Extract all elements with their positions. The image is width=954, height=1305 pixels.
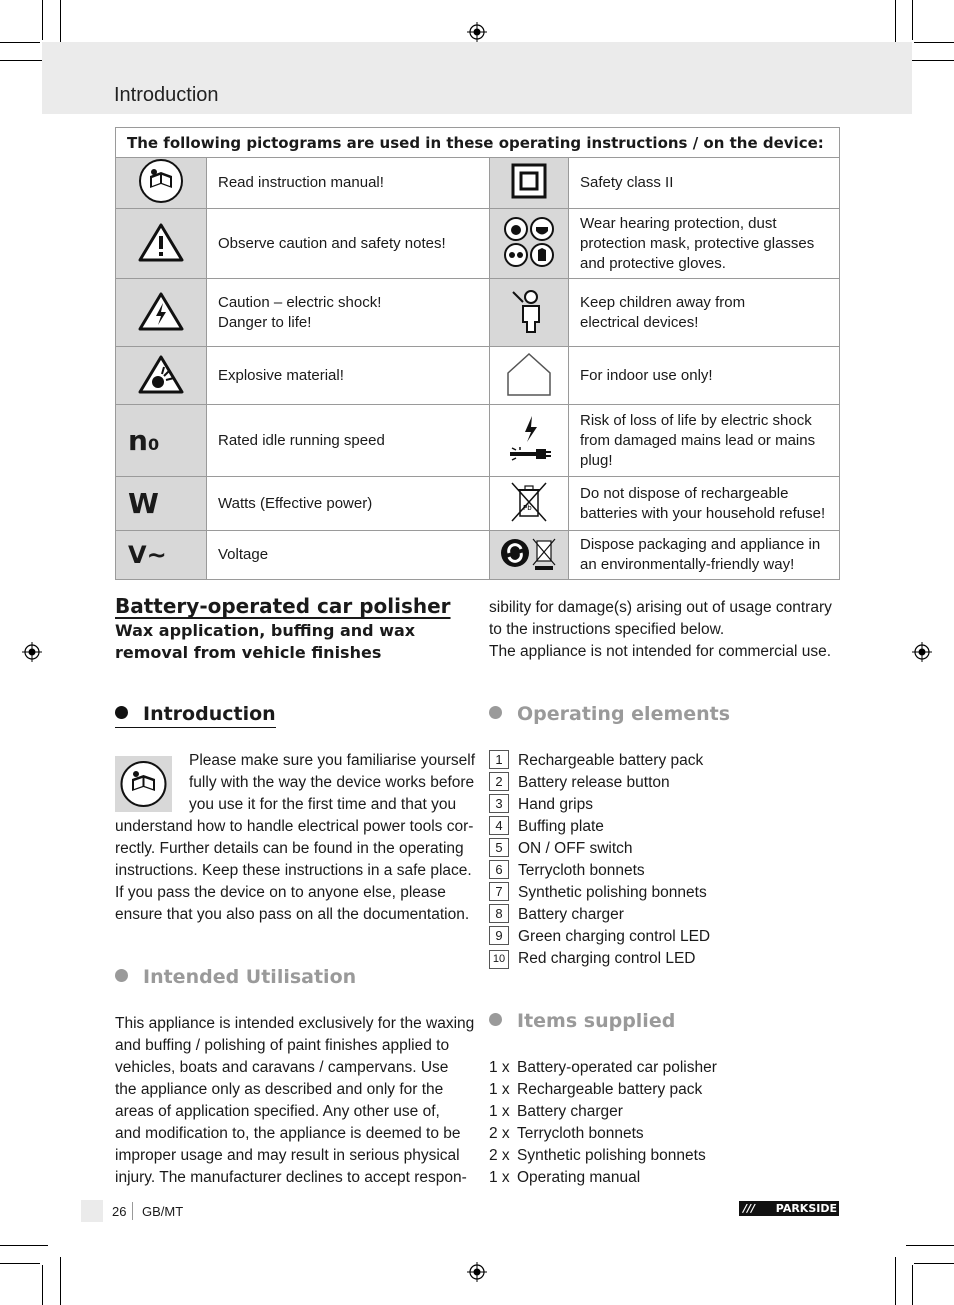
list-item (489, 816, 710, 838)
item-qty: 2 x (489, 1125, 510, 1142)
text-line: injury. The manufacturer declines to accept respon- (115, 1169, 467, 1186)
crop-mark (0, 42, 40, 43)
list-item (489, 1057, 717, 1079)
list-item (489, 750, 710, 772)
crop-mark (0, 60, 48, 61)
table-cell-text: Watts (Effective power) (207, 477, 490, 531)
watts-symbol: W (128, 487, 159, 520)
intended-heading (115, 966, 356, 988)
voltage-symbol: V~ (128, 541, 167, 569)
item-label: Red charging control LED (518, 950, 696, 967)
item-label: ON / OFF switch (518, 840, 633, 857)
table-row (116, 405, 840, 477)
item-label: Hand grips (518, 796, 593, 813)
text-line: sibility for damage(s) arising out of usage contrary (489, 599, 832, 616)
list-item (489, 772, 710, 794)
table-cell-text: Voltage (207, 531, 490, 580)
footer-divider (132, 1202, 133, 1220)
crop-mark (912, 0, 913, 40)
crop-mark (42, 0, 43, 40)
item-label: Terrycloth bonnets (517, 1125, 644, 1142)
text-line: instructions. Keep these instructions in a safe place. (115, 862, 472, 879)
crop-mark (895, 0, 896, 48)
indoor-house-icon (490, 347, 569, 405)
warning-triangle-icon (116, 209, 207, 279)
safety-class-ii-icon (490, 158, 569, 209)
idle-speed-subscript: 0 (147, 435, 160, 454)
keep-children-away-icon (490, 279, 569, 347)
crop-mark (895, 1257, 896, 1305)
table-cell-text: Read instruction manual! (207, 158, 490, 209)
idle-speed-symbol: n (128, 424, 148, 457)
item-label: Synthetic polishing bonnets (517, 1147, 706, 1164)
item-number: 8 (489, 904, 509, 923)
operating-heading (489, 703, 730, 725)
item-number: 5 (489, 838, 509, 857)
table-cell-text: Rated idle running speed (207, 405, 490, 477)
text-line: This appliance is intended exclusively for the waxing (115, 1015, 475, 1032)
text-line: improper usage and may result in serious physical (115, 1147, 460, 1164)
text-line: understand how to handle electrical power tools cor- (115, 818, 474, 835)
continued-text (489, 597, 832, 663)
text-line: to the instructions specified below. (489, 621, 725, 638)
table-cell-text: Caution – electric shock! Danger to life! (207, 279, 490, 347)
crop-mark (42, 1265, 43, 1305)
table-heading: The following pictograms are used in these operating instructions / on the device: (116, 128, 840, 158)
item-qty: 1 x (489, 1081, 510, 1098)
table-cell-text: Do not dispose of rechargeable batteries with your household refuse! (569, 477, 840, 531)
item-number: 3 (489, 794, 509, 813)
recycling-icon (490, 531, 569, 580)
list-item (489, 794, 710, 816)
text-line: you use it for the first time and that you (189, 796, 457, 813)
list-item (489, 926, 710, 948)
item-label: Synthetic polishing bonnets (518, 884, 707, 901)
item-label: Battery charger (518, 906, 624, 923)
crop-mark (914, 1263, 954, 1264)
item-label: Rechargeable battery pack (518, 752, 704, 769)
introduction-title: Introduction (143, 703, 276, 725)
text-line: fully with the way the device works before (189, 774, 475, 791)
read-manual-icon (115, 756, 172, 812)
item-number: 9 (489, 926, 509, 945)
table-cell-text: For indoor use only! (569, 347, 840, 405)
bullet-icon (115, 706, 128, 719)
table-cell-text: Keep children away from electrical devices! (569, 279, 840, 347)
item-number: 7 (489, 882, 509, 901)
table-row (116, 477, 840, 531)
registration-mark-icon (912, 642, 932, 662)
crop-mark (906, 1245, 954, 1246)
item-label: Terrycloth bonnets (518, 862, 645, 879)
language-code: GB/MT (142, 1204, 184, 1219)
intended-text (115, 1013, 474, 1189)
text-line: vehicles, boats and caravans / campervans. Use (115, 1059, 449, 1076)
item-label: Rechargeable battery pack (517, 1081, 703, 1098)
explosive-icon (116, 347, 207, 405)
item-qty: 2 x (489, 1147, 510, 1164)
product-title: Battery-operated car polisher (115, 594, 451, 618)
text-line: the appliance only as described and only for the (115, 1081, 444, 1098)
operating-title: Operating elements (517, 703, 731, 725)
registration-mark-icon (467, 1262, 487, 1282)
introduction-heading (115, 703, 276, 728)
crop-mark (906, 60, 954, 61)
table-cell-text: Explosive material! (207, 347, 490, 405)
bullet-icon (489, 706, 502, 719)
item-label: Operating manual (517, 1169, 641, 1186)
item-qty: 1 x (489, 1103, 510, 1120)
page-title: Introduction (114, 84, 219, 106)
item-label: Battery charger (517, 1103, 623, 1120)
table-row (116, 279, 840, 347)
table-row (116, 531, 840, 580)
text-line: and modification to, the appliance is deemed to be (115, 1125, 461, 1142)
damaged-cable-icon (490, 405, 569, 477)
item-label: Buffing plate (518, 818, 604, 835)
product-subtitle: Wax application, buffing and wax removal from vehicle finishes (115, 621, 416, 662)
bullet-icon (115, 969, 128, 982)
item-qty: 1 x (489, 1059, 510, 1076)
idle-speed-icon (116, 405, 207, 477)
table-cell-text: Wear hearing protection, dust protection mask, protective glasses and protective gloves. (569, 209, 840, 279)
crop-mark (60, 0, 61, 48)
list-item (489, 1145, 717, 1167)
table-cell-text: Observe caution and safety notes! (207, 209, 490, 279)
text-line: areas of application specified. Any other use of, (115, 1103, 440, 1120)
list-item (489, 904, 710, 926)
intended-title: Intended Utilisation (143, 966, 357, 988)
text-line: and buffing / polishing of paint finishes applied to (115, 1037, 450, 1054)
text-line: Please make sure you familiarise yourself (189, 752, 476, 769)
registration-mark-icon (467, 22, 487, 42)
item-number: 6 (489, 860, 509, 879)
supplied-list (489, 1057, 717, 1189)
text-line: If you pass the device on to anyone else, please (115, 884, 446, 901)
ppe-icon (490, 209, 569, 279)
item-label: Battery release button (518, 774, 670, 791)
voltage-icon (116, 531, 207, 580)
svg-text:Pb: Pb (523, 503, 532, 512)
item-number: 2 (489, 772, 509, 791)
item-label: Green charging control LED (518, 928, 711, 945)
registration-mark-icon (22, 642, 42, 662)
list-item (489, 882, 710, 904)
item-number: 4 (489, 816, 509, 835)
logo-stripes-icon: /// (743, 1202, 756, 1215)
crop-mark (914, 42, 954, 43)
brand-name: PARKSIDE (775, 1202, 837, 1215)
pictogram-table (115, 127, 840, 580)
operating-list (489, 750, 710, 970)
page-number: 26 (112, 1204, 127, 1219)
bullet-icon (489, 1013, 502, 1026)
table-row (116, 209, 840, 279)
text-line: rectly. Further details can be found in the operating (115, 840, 464, 857)
list-item (489, 1101, 717, 1123)
crop-mark (60, 1257, 61, 1305)
list-item (489, 838, 710, 860)
supplied-heading (489, 1010, 675, 1032)
crop-mark (0, 1245, 48, 1246)
introduction-text-indented (189, 750, 475, 816)
footer-tab (81, 1200, 103, 1222)
item-qty: 1 x (489, 1169, 510, 1186)
crop-mark (912, 1265, 913, 1305)
parkside-logo (739, 1201, 839, 1216)
text-line: The appliance is not intended for commercial use. (489, 643, 832, 660)
list-item (489, 860, 710, 882)
item-number: 10 (489, 950, 509, 969)
list-item (489, 1123, 717, 1145)
read-manual-icon (116, 158, 207, 209)
item-label: Battery-operated car polisher (517, 1059, 717, 1076)
introduction-text-full (115, 816, 473, 926)
text-line: ensure that you also pass on all the documentation. (115, 906, 470, 923)
supplied-title: Items supplied (517, 1010, 676, 1032)
list-item (489, 1167, 717, 1189)
table-cell-text: Safety class II (569, 158, 840, 209)
list-item (489, 948, 710, 970)
electric-shock-icon (116, 279, 207, 347)
list-item (489, 1079, 717, 1101)
item-number: 1 (489, 750, 509, 769)
table-cell-text: Dispose packaging and appliance in an environmentally-friendly way! (569, 531, 840, 580)
table-cell-text: Risk of loss of life by electric shock from damaged mains lead or mains plug! (569, 405, 840, 477)
watts-icon (116, 477, 207, 531)
table-row (116, 158, 840, 209)
table-row (116, 347, 840, 405)
crossed-bin-icon (490, 477, 569, 531)
crop-mark (0, 1263, 40, 1264)
